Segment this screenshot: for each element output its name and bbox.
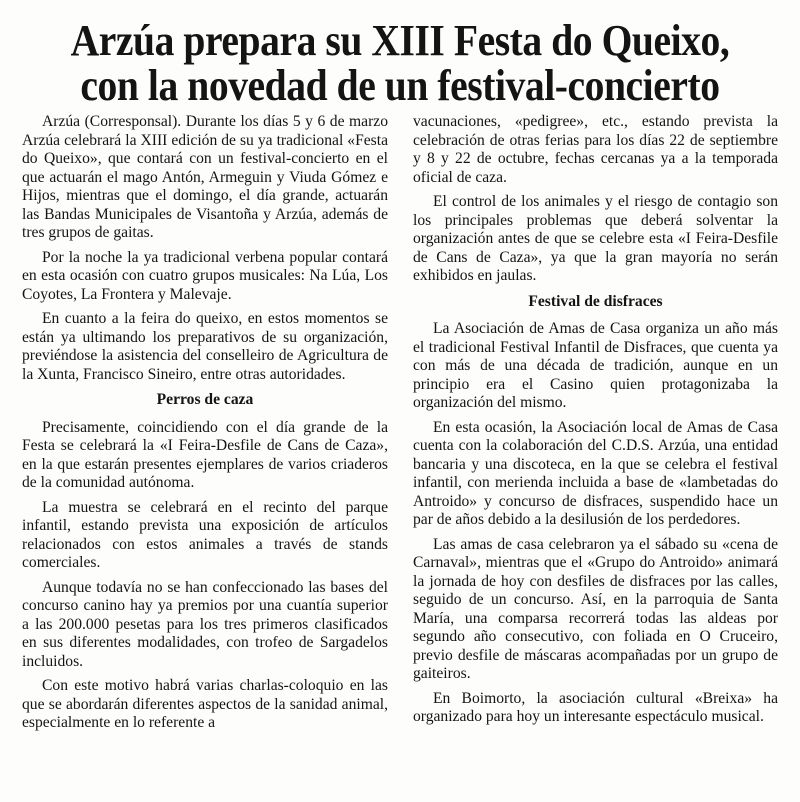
paragraph-continuation: vacunaciones, «pedigree», etc., estando prevista la celebración de otras ferias para los días 22 de septiembre y 8 y 22 de octubre, fechas cercanas ya a la temporada oficial de caza. (413, 113, 778, 186)
paragraph: El control de los animales y el riesgo de contagio son los principales problemas que deberá solventar la organización antes de que se celebre esta «I Feira-Desfile de Cans de Caza», ya que la gran mayoría no serán exhibidos en jaulas. (413, 193, 778, 284)
paragraph: En esta ocasión, la Asociación local de Amas de Casa cuenta con la colaboración del C.D.S. Arzúa, una entidad bancaria y una discoteca, en la que se celebra el festival infantil, con merienda incluida a base de «lambetadas do Antroido» y concurso de disfraces, suspendido hace un par de años debido a la desilusión de los perdedores. (413, 418, 778, 528)
paragraph: Aunque todavía no se han confeccionado las bases del concurso canino hay ya premios por una cuantía superior a las 200.000 pesetas para los tres primeros clasificados en sus diferentes modalidades, con trofeo de Sargadelos incluidos. (22, 578, 388, 670)
headline-line-2: con la novedad de un festival-concierto (80, 61, 720, 110)
right-column (413, 113, 778, 733)
paragraph: En Boimorto, la asociación cultural «Breixa» ha organizado para hoy un interesante espectáculo musical. (413, 689, 778, 725)
paragraph: Las amas de casa celebraron ya el sábado su «cena de Carnaval», mientras que el «Grupo do Antroido» animará la jornada de hoy con desfiles de disfraces por las calles, seguido de un concurso. Así, en la parroquia de Santa María, una comparsa recorrerá todas las aldeas por segundo año consecutivo, con foliada en O Cruceiro, previo desfile de máscaras acompañadas por un grupo de gaiteiros. (413, 535, 778, 682)
paragraph: La Asociación de Amas de Casa organiza un año más el tradicional Festival Infantil de Disfraces, que cuenta ya con más de una década de tradición, aunque en un principio era el Casino quien protagonizaba la organización del mismo. (413, 320, 778, 411)
paragraph: Con este motivo habrá varias charlas-coloquio en las que se abordarán diferentes aspectos de la sanidad animal, especialmente en lo referente a (22, 677, 388, 731)
paragraph: La muestra se celebrará en el recinto del parque infantil, estando prevista una exposición de artículos relacionados con estos animales a través de stands comerciales. (22, 498, 388, 571)
subhead-festival-de-disfraces: Festival de disfraces (528, 292, 663, 310)
headline (40, 0, 760, 108)
left-column (22, 113, 388, 739)
article-body (0, 113, 800, 802)
headline-line-1: Arzúa prepara su XIII Festa do Queixo, (70, 16, 730, 65)
paragraph: Arzúa (Corresponsal). Durante los días 5 y 6 de marzo Arzúa celebrará la XIII edición de su ya tradicional «Festa do Queixo», que contará con un festival-concierto en el que actuarán el mago Antón, Armeguin y Viuda Gómez e Hijos, mientras que el domingo, el día grande, actuarán las Bandas Municipales de Visantoña y Arzúa, además de tres grupos de gaitas. (22, 113, 388, 241)
paragraph: Precisamente, coincidiendo con el día grande de la Festa se celebrará la «I Feira-Desfile de Cans de Caza», en la que estarán presentes ejemplares de varios criaderos de la comunidad autónoma. (22, 418, 388, 491)
subhead-perros-de-caza: Perros de caza (156, 391, 254, 408)
paragraph: En cuanto a la feira do queixo, en estos momentos se están ya ultimando los preparativos de su organización, previéndose la asistencia del conselleiro de Agricultura de la Xunta, Francisco Sineiro, entre otras autoridades. (22, 310, 388, 383)
paragraph: Por la noche la ya tradicional verbena popular contará en esta ocasión con cuatro grupos musicales: Na Lúa, Los Coyotes, La Frontera y Malevaje. (22, 248, 388, 303)
